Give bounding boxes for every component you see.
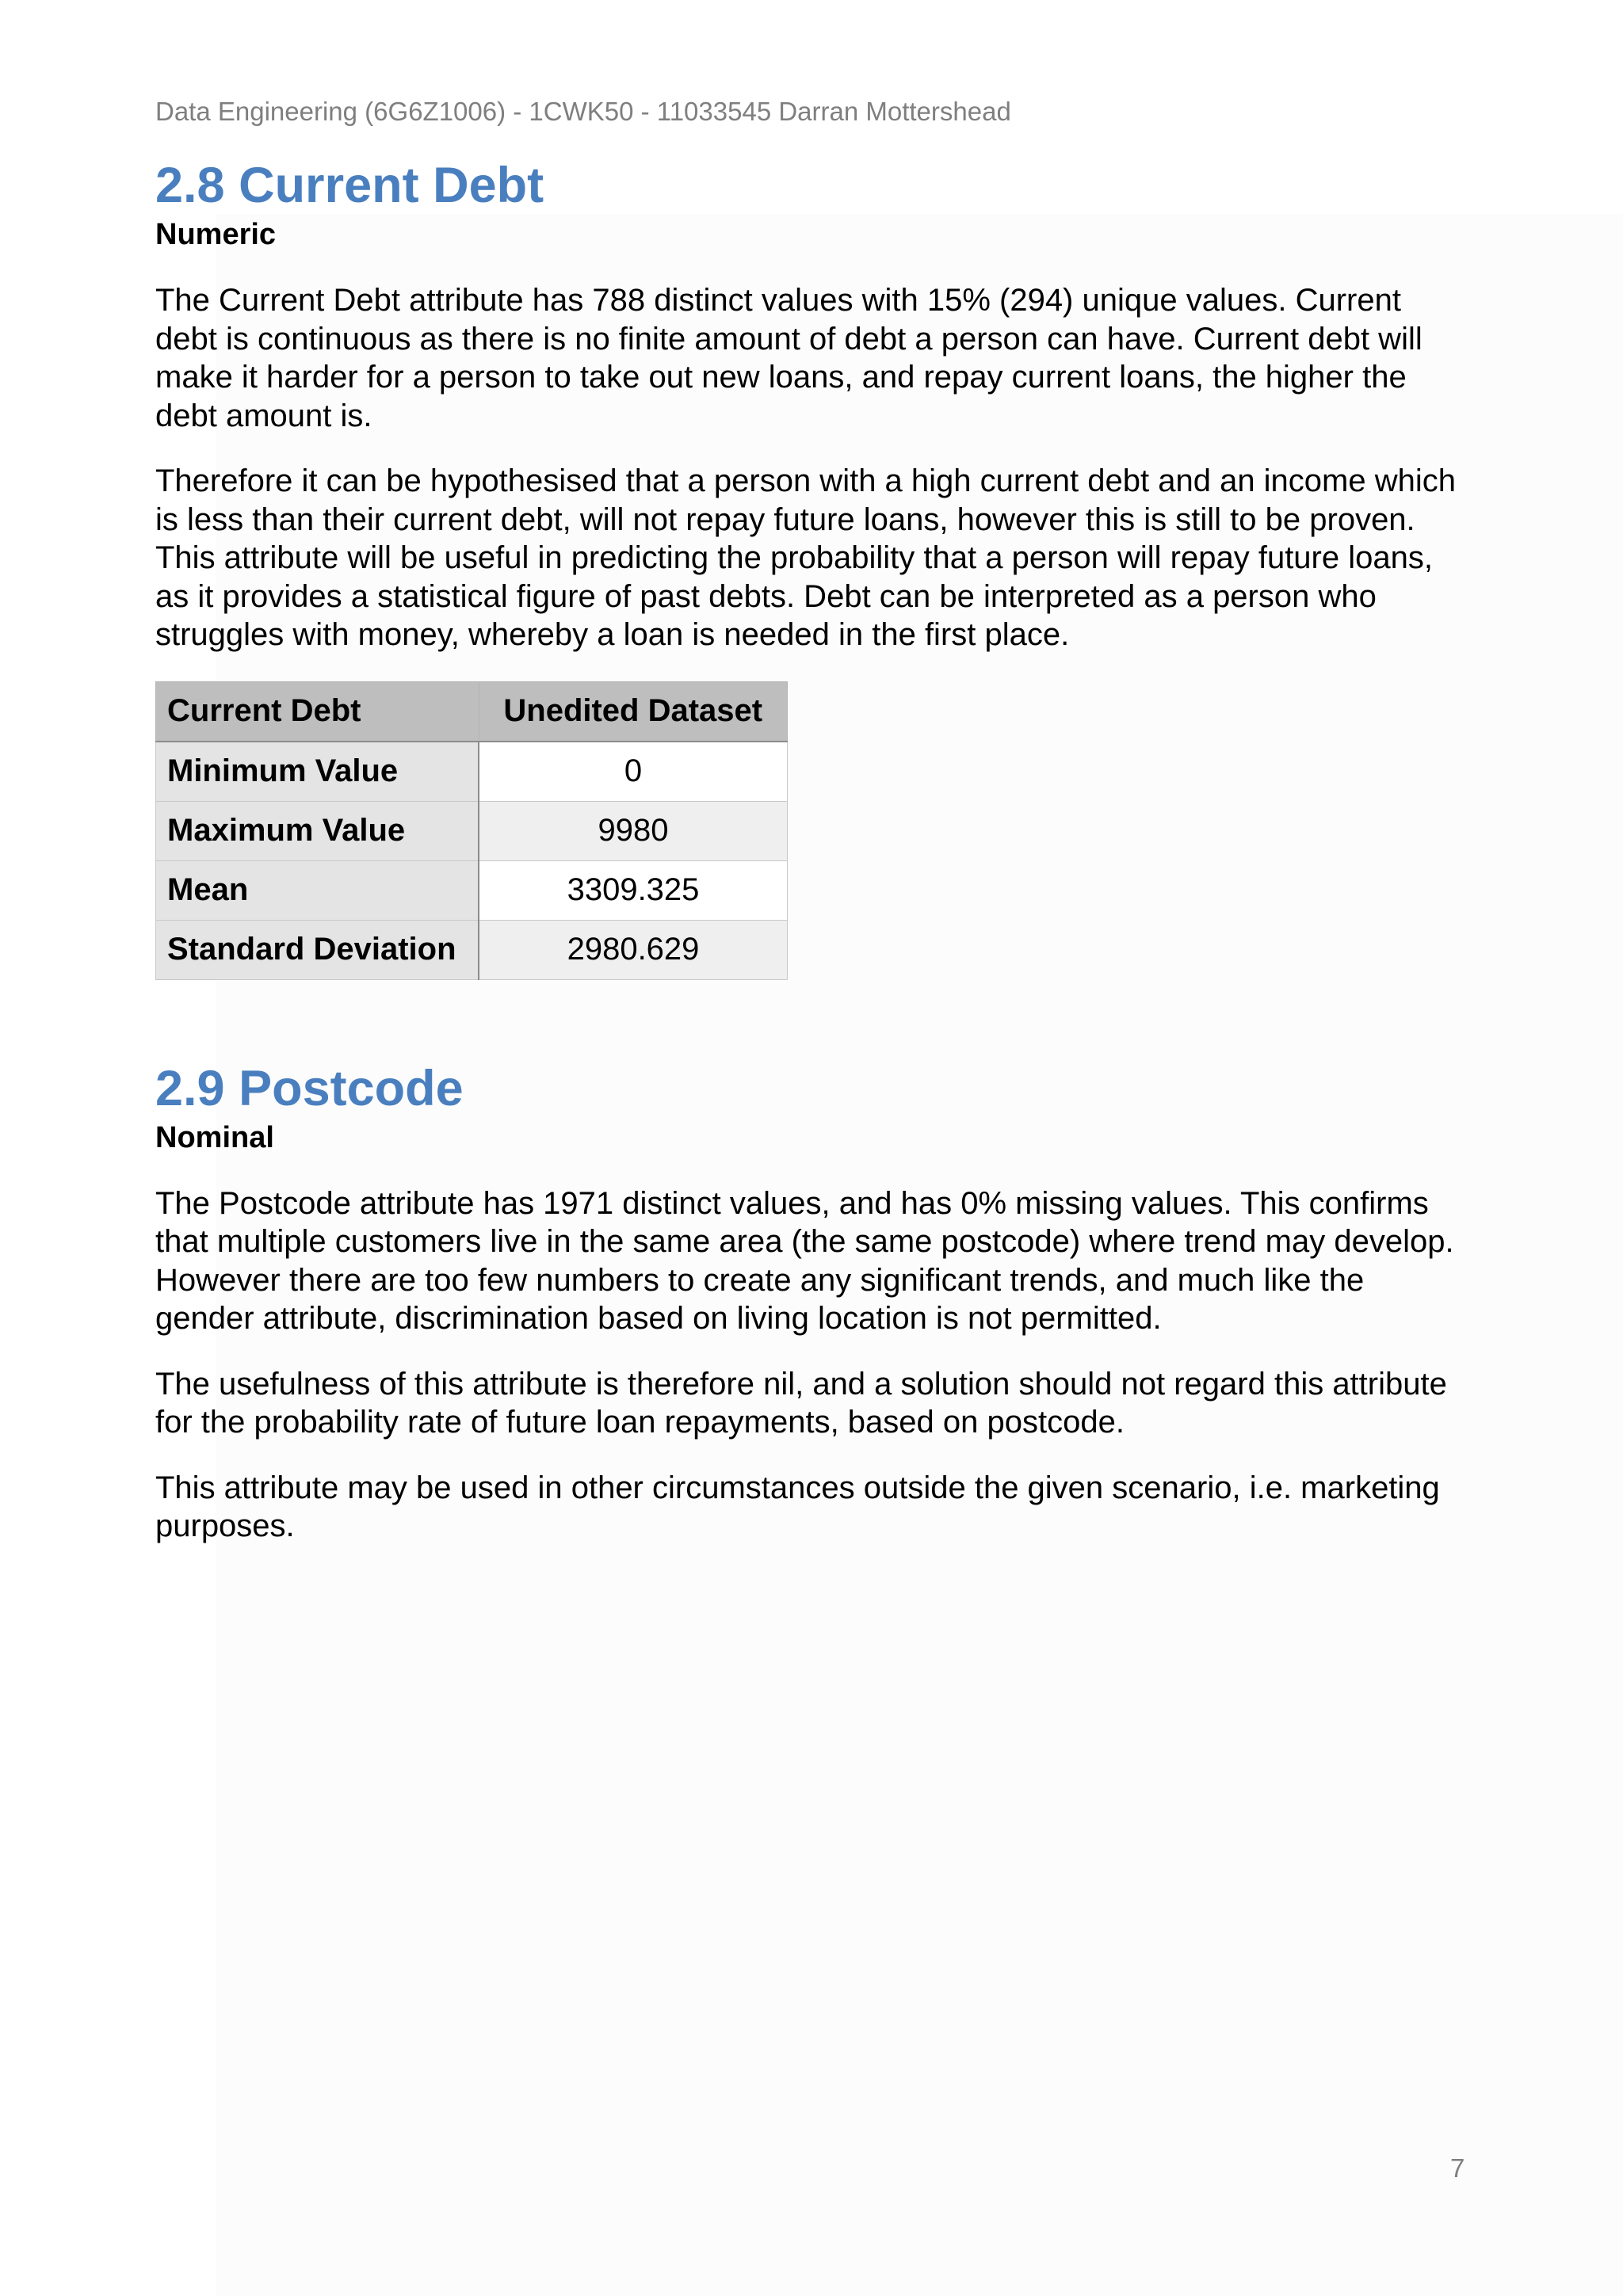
paragraph: The usefulness of this attribute is therefore nil, and a solution should not regard this attribute for the probability rate of future loan repayments, based on postcode.: [155, 1366, 1447, 1440]
row-label: Mean: [156, 860, 479, 920]
section-spacer: [155, 980, 1471, 1058]
table-row: [156, 801, 788, 860]
running-header: Data Engineering (6G6Z1006) - 1CWK50 - 11033545 Darran Mottershead: [155, 97, 1011, 126]
section-title: 2.9 Postcode: [155, 1060, 464, 1116]
attribute-type: Numeric: [155, 218, 277, 251]
paragraph: Therefore it can be hypothesised that a person with a high current debt and an income which is less than their current debt, will not repay future loans, however this is still to be proven. This attribute will be useful in predicting the probability that a person will repay future loans, as it provides a statistical figure of past debts. Debt can be interpreted as a person who struggles with money, whereby a loan is needed in the first place.: [155, 463, 1456, 652]
current-debt-stats-table: [155, 681, 788, 980]
section-postcode: [155, 1058, 1471, 1546]
table-header-cell: Unedited Dataset: [479, 681, 788, 742]
table-row: [156, 920, 788, 979]
paragraph: This attribute may be used in other circumstances outside the given scenario, i.e. marketing purposes.: [155, 1470, 1440, 1543]
row-label: Standard Deviation: [156, 920, 479, 979]
row-value: 2980.629: [479, 920, 788, 979]
row-value: 3309.325: [479, 860, 788, 920]
row-label: Minimum Value: [156, 742, 479, 802]
attribute-type: Nominal: [155, 1120, 274, 1154]
row-value: 9980: [479, 801, 788, 860]
paragraph: The Current Debt attribute has 788 distinct values with 15% (294) unique values. Current debt is continuous as there is no finite amount of debt a person can have. Current debt will make it harder for a person to take out new loans, and repay current loans, the higher the debt amount is.: [155, 283, 1423, 433]
table-row: [156, 742, 788, 802]
row-label: Maximum Value: [156, 801, 479, 860]
page-content: [155, 154, 1471, 1573]
page-number: 7: [1450, 2153, 1465, 2183]
table-header-cell: Current Debt: [156, 681, 479, 742]
table-row: [156, 860, 788, 920]
section-current-debt: [155, 154, 1471, 980]
section-title: 2.8 Current Debt: [155, 158, 544, 213]
table-header-row: [156, 681, 788, 742]
paragraph: The Postcode attribute has 1971 distinct values, and has 0% missing values. This confirms that multiple customers live in the same area (the same postcode) where trend may develop. However there are too few numbers to create any significant trends, and much like the gender attribute, discrimination based on living location is not permitted.: [155, 1185, 1454, 1336]
row-value: 0: [479, 742, 788, 802]
